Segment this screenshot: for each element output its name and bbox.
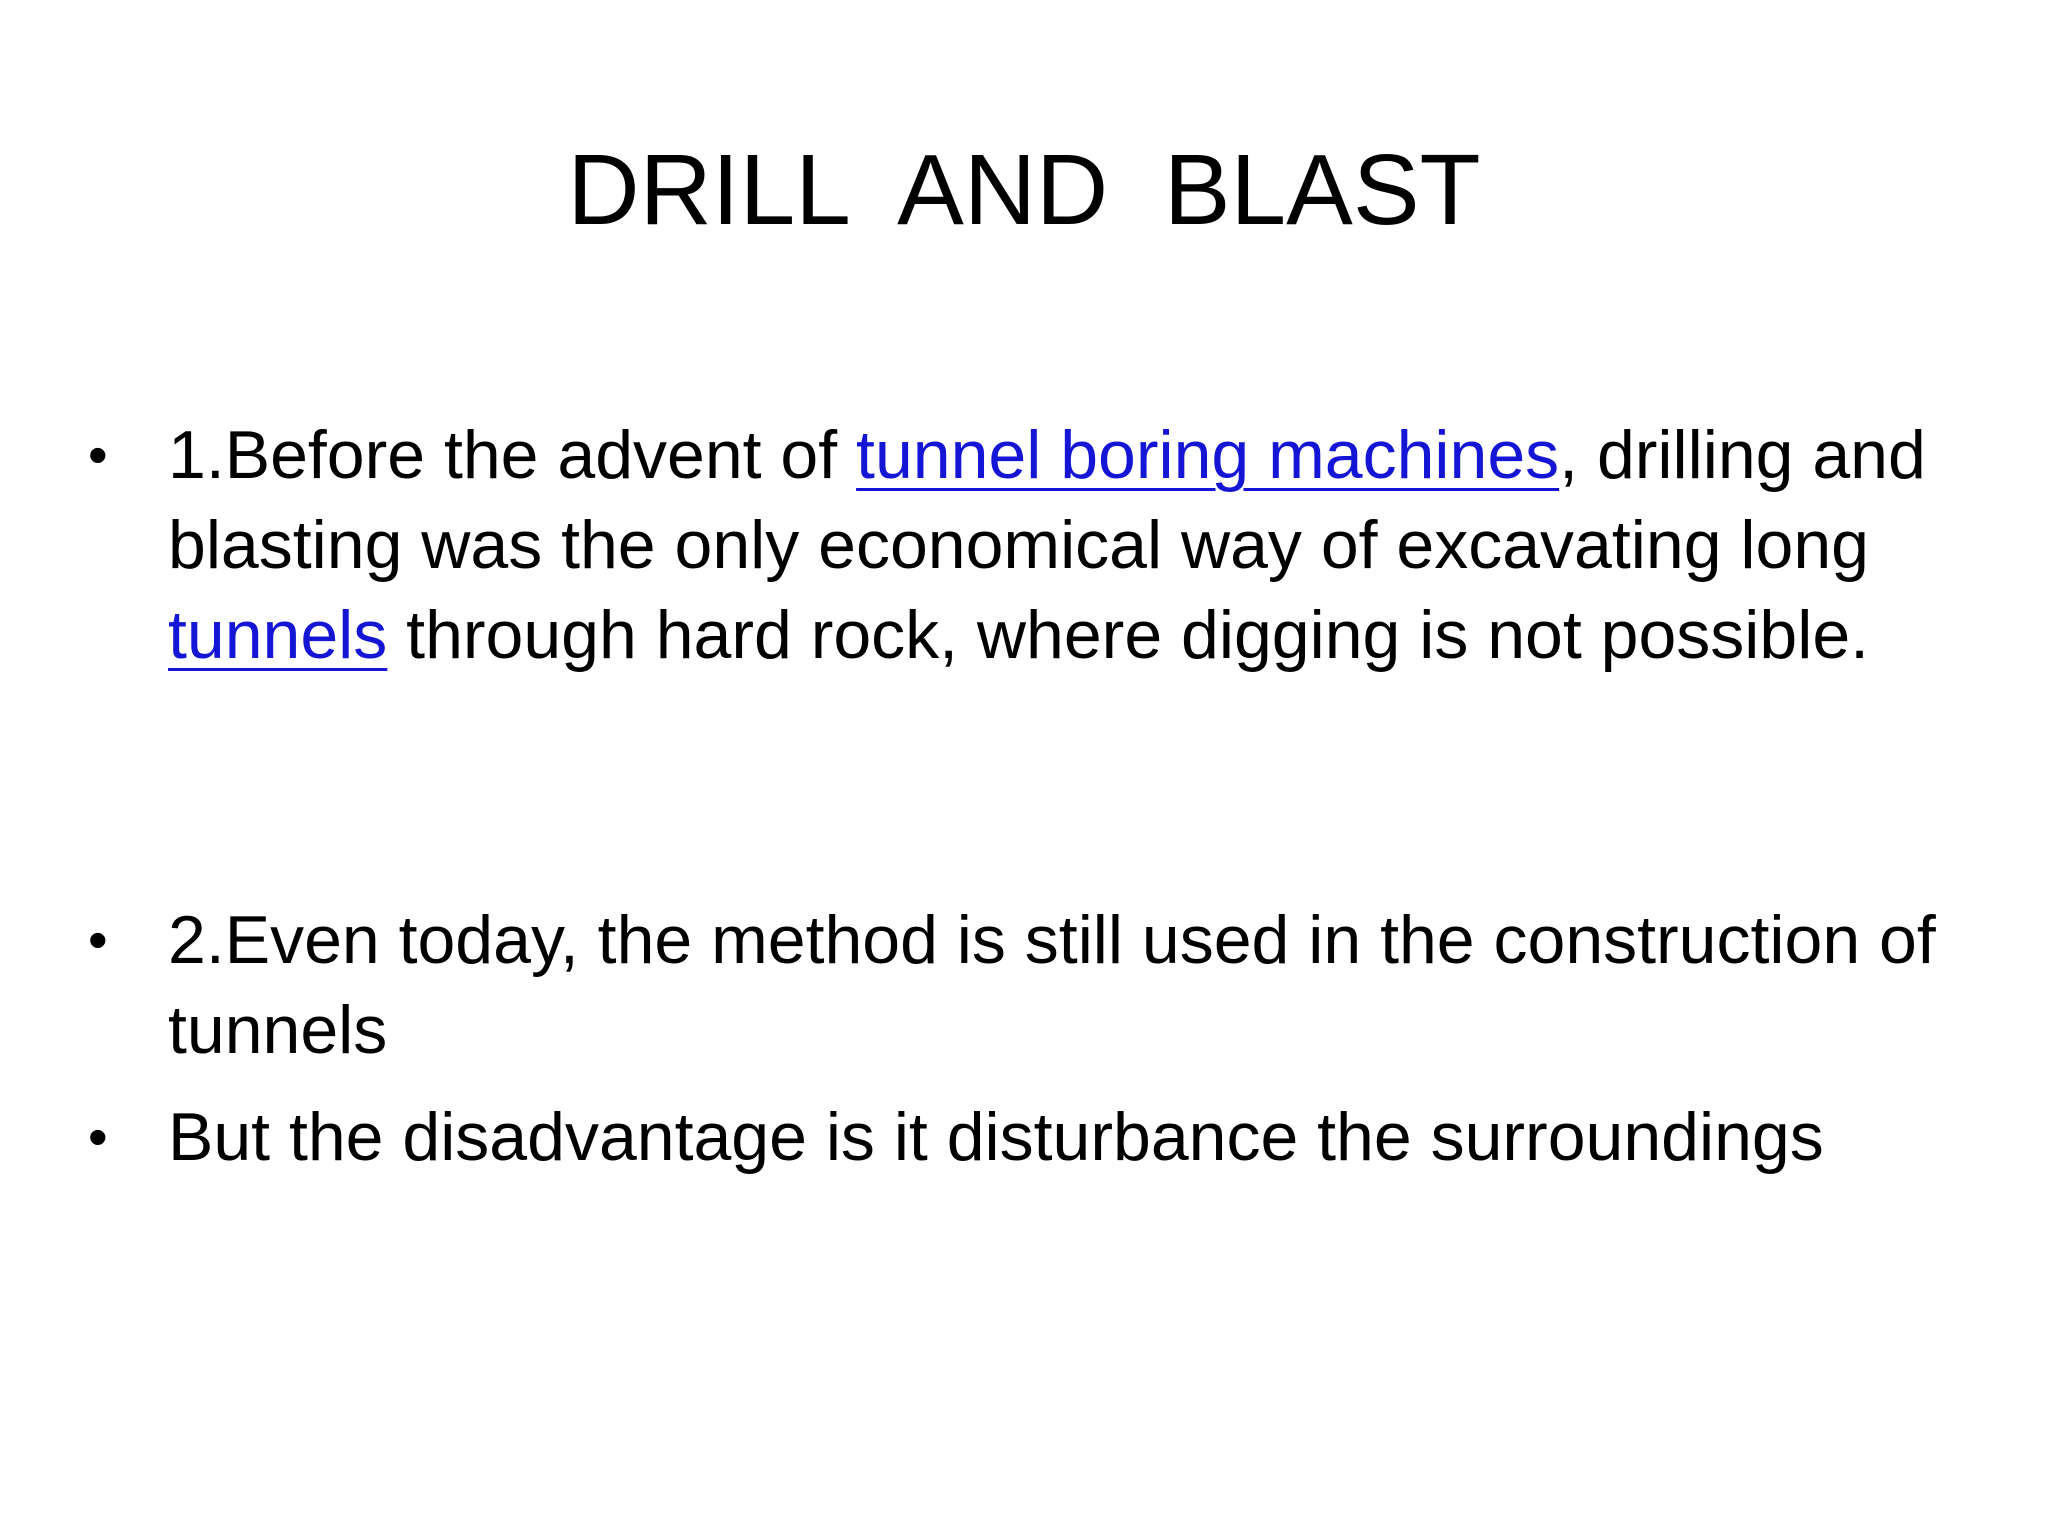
bullet-text-2: 2.Even today, the method is still used in the construction of tunnels: [168, 902, 1936, 1068]
bullet-1-text-before: 1.Before the advent of: [168, 417, 857, 493]
slide-title: DRILL AND BLAST: [567, 134, 1481, 246]
bullet-1-text-after: through hard rock, where digging is not possible.: [387, 597, 1870, 673]
bullet-dot: •: [88, 423, 108, 486]
bullet-dot: •: [88, 1105, 108, 1168]
bullet-text-1: [168, 410, 1968, 680]
bullet-dot: •: [88, 908, 108, 971]
tunnel-boring-machines-link[interactable]: tunnel boring machines: [856, 417, 1560, 493]
bullet-1-text-middle: , drilling and blasting was the only economical way of excavating long: [168, 417, 1926, 583]
tunnels-link[interactable]: tunnels: [168, 597, 388, 673]
bullet-text-3: But the disadvantage is it disturbance the surroundings: [168, 1099, 1824, 1175]
